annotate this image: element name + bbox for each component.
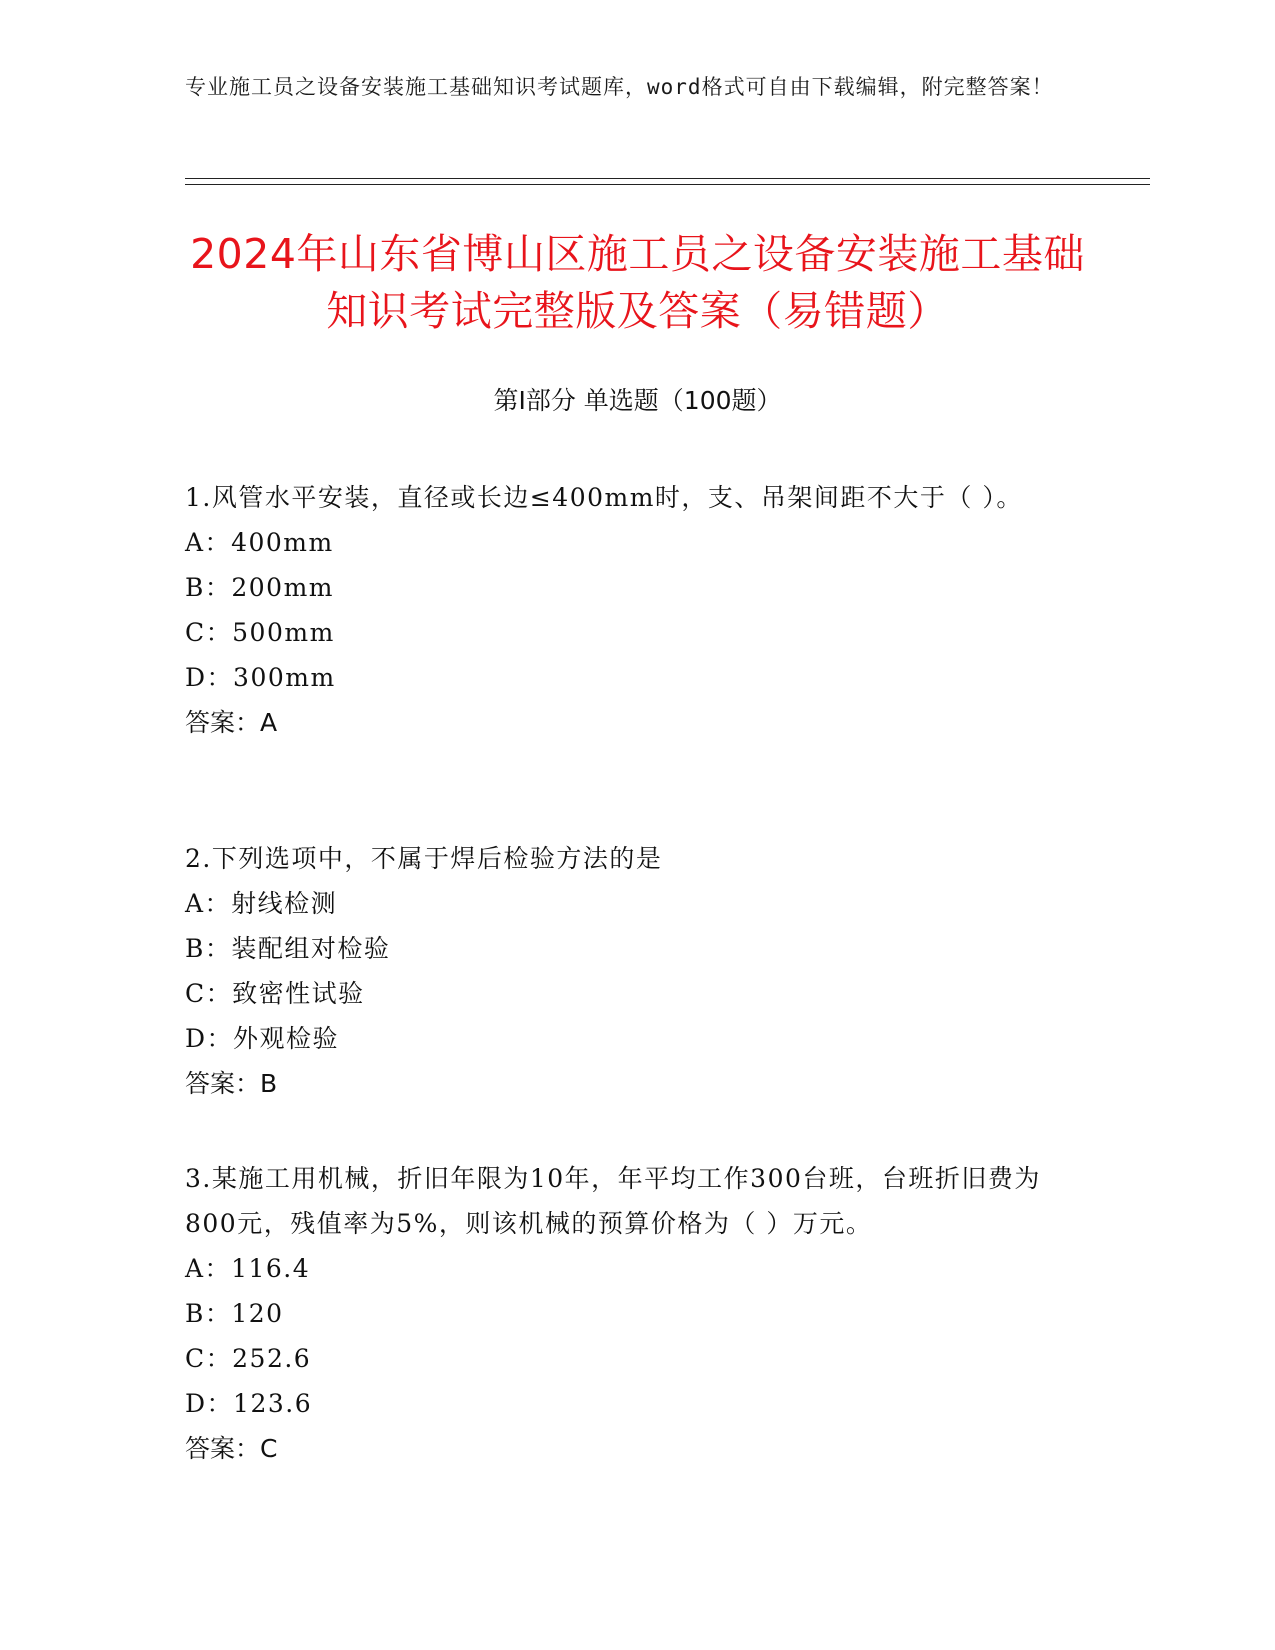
option-text: 致密性试验 (232, 979, 365, 1008)
option-b (185, 926, 1090, 971)
option-a (185, 881, 1090, 926)
option-text: 射线检测 (231, 889, 338, 918)
option-text: 400mm (231, 528, 334, 557)
question-stem: 3.某施工用机械，折旧年限为10年，年平均工作300台班，台班折旧费为800元，残值率为5%，则该机械的预算价格为（ ）万元。 (185, 1164, 1041, 1238)
option-c (185, 971, 1090, 1016)
header-divider-top (185, 178, 1150, 179)
answer-text: 答案：A (185, 708, 278, 737)
option-d (185, 1016, 1090, 1061)
question-stem: 2.下列选项中，不属于焊后检验方法的是 (185, 844, 663, 873)
document-title: 2024年山东省博山区施工员之设备安装施工基础知识考试完整版及答案（易错题） (190, 230, 1085, 335)
header-note: 专业施工员之设备安装施工基础知识考试题库，word格式可自由下载编辑，附完整答案！ (185, 75, 1054, 99)
question-1 (185, 475, 1090, 745)
option-text: 外观检验 (233, 1024, 340, 1053)
option-label: A： (185, 528, 232, 557)
option-label: C： (185, 1344, 233, 1373)
option-text: 116.4 (231, 1254, 311, 1283)
option-label: B： (185, 1299, 232, 1328)
answer-text: 答案：C (185, 1434, 278, 1463)
option-text: 200mm (231, 573, 335, 602)
option-d (185, 655, 1090, 700)
option-label: D： (185, 1389, 234, 1418)
section-title: 第Ⅰ部分 单选题（100题） (493, 386, 782, 415)
option-b (185, 1291, 1090, 1336)
option-text: 123.6 (233, 1389, 313, 1418)
option-label: A： (185, 889, 232, 918)
option-a (185, 520, 1090, 565)
option-label: D： (185, 663, 234, 692)
question-2 (185, 836, 1090, 1106)
question-3 (185, 1156, 1090, 1471)
option-text: 500mm (232, 618, 335, 647)
question-stem: 1.风管水平安装，直径或长边≤400mm时，支、吊架间距不大于（ ）。 (185, 483, 1023, 512)
option-text: 252.6 (232, 1344, 312, 1373)
header-divider-bottom (185, 184, 1150, 185)
answer-text: 答案：B (185, 1069, 278, 1098)
option-a (185, 1246, 1090, 1291)
option-label: A： (185, 1254, 232, 1283)
option-b (185, 565, 1090, 610)
option-c (185, 1336, 1090, 1381)
option-text: 装配组对检验 (231, 934, 391, 963)
option-text: 300mm (233, 663, 336, 692)
option-label: B： (185, 573, 232, 602)
option-label: D： (185, 1024, 234, 1053)
option-label: B： (185, 934, 232, 963)
option-label: C： (185, 618, 233, 647)
option-c (185, 610, 1090, 655)
option-text: 120 (231, 1299, 284, 1328)
option-d (185, 1381, 1090, 1426)
option-label: C： (185, 979, 233, 1008)
